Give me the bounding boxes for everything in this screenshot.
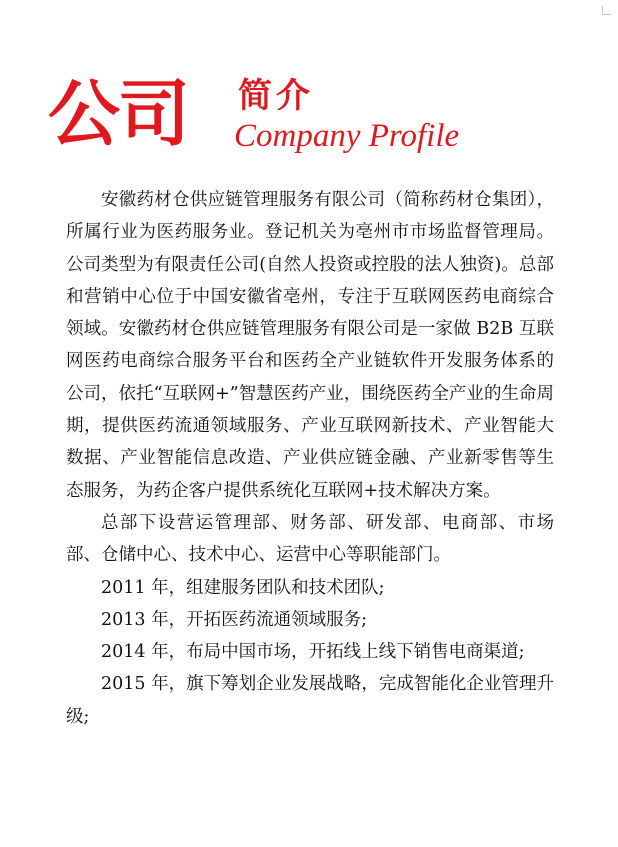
paragraph-2011: 2011 年，组建服务团队和技术团队; (101, 577, 385, 598)
paragraph-departments: 总部下设营运管理部、财务部、研发部、电商部、市场部、仓储中心、技术中心、运营中心等职能部门。 (66, 512, 554, 566)
company-profile-heading (48, 74, 468, 164)
page-corner-mark (602, 6, 611, 15)
heading-english-text: Company Profile (234, 118, 460, 154)
heading-company-text: 公司 (48, 72, 189, 156)
profile-body (66, 184, 554, 733)
paragraph-2014: 2014 年，布局中国市场，开拓线上线下销售电商渠道; (101, 642, 525, 663)
paragraph-intro: 安徽药材仓供应链管理服务有限公司（简称药材仓集团），所属行业为医药服务业。登记机关为亳州市市场监督管理局。公司类型为有限责任公司(自然人投资或控股的法人独资)。总部和营销中心位于中国安徽省亳州，专注于互联网医药电商综合领域。安徽药材仓供应链管理服务有限公司是一家做 B2B 互联网医药电商综合服务平台和医药全产业链软件开发服务体系的公司，依托“互联网+”智慧医药产业，围绕医药全产业的生命周期，提供医药流通领域服务、产业互联网新技术、产业智能大数据、产业智能信息改造、产业供应链金融、产业新零售等生态服务，为药企客户提供系统化互联网+技术解决方案。 (66, 190, 554, 501)
paragraph-2015: 2015 年，旗下筹划企业发展战略，完成智能化企业管理升级; (66, 674, 554, 727)
paragraph-2013: 2013 年，开拓医药流通领域服务; (101, 609, 367, 630)
heading-profile-text: 简介 (238, 76, 314, 116)
